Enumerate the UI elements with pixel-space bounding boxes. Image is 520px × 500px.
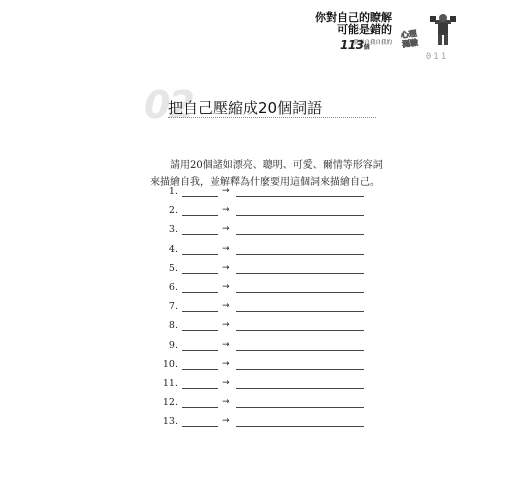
category-tag-line-2: 測驗 xyxy=(401,37,419,50)
word-list xyxy=(160,186,380,435)
book-subtitle xyxy=(280,38,392,46)
explanation-blank[interactable] xyxy=(236,426,364,427)
arrow-icon: → xyxy=(222,224,230,235)
explanation-blank[interactable] xyxy=(236,234,364,235)
book-subtitle-text: 覺察自我自我的 xyxy=(353,40,392,46)
arrow-icon: → xyxy=(222,186,230,196)
arrow-icon: → xyxy=(222,416,230,427)
figure-icon xyxy=(430,12,456,46)
list-item xyxy=(160,224,380,243)
list-item xyxy=(160,301,380,320)
intro-paragraph: 請用20個諸如漂亮、聰明、可愛、爾情等形容詞來描繪自我，並解釋為什麼要用這個詞來描繪自己。 xyxy=(150,160,383,188)
word-blank[interactable] xyxy=(182,254,218,255)
arrow-icon: → xyxy=(222,205,230,216)
list-item xyxy=(160,359,380,378)
word-blank[interactable] xyxy=(182,292,218,293)
section-number: 02 xyxy=(144,83,193,127)
word-blank[interactable] xyxy=(182,196,218,197)
explanation-blank[interactable] xyxy=(236,350,364,351)
book-count xyxy=(340,38,369,52)
arrow-icon: → xyxy=(222,377,230,388)
word-blank[interactable] xyxy=(182,215,218,216)
list-item xyxy=(160,320,380,339)
item-number: 13. xyxy=(162,416,178,428)
arrow-icon: → xyxy=(222,262,230,273)
arrow-icon: → xyxy=(222,281,230,292)
explanation-blank[interactable] xyxy=(236,388,364,389)
arrow-icon: → xyxy=(222,358,230,369)
book-title-line-2: 可能是錯的 xyxy=(337,23,392,36)
explanation-blank[interactable] xyxy=(236,215,364,216)
section-divider xyxy=(168,117,376,118)
arrow-icon: → xyxy=(222,339,230,350)
word-blank[interactable] xyxy=(182,407,218,408)
page-header xyxy=(280,12,510,62)
list-item xyxy=(160,340,380,359)
book-title-line-1: 你對自己的瞭解 xyxy=(315,11,392,24)
explanation-blank[interactable] xyxy=(236,311,364,312)
item-number: 12. xyxy=(162,397,178,409)
word-blank[interactable] xyxy=(182,234,218,235)
word-blank[interactable] xyxy=(182,426,218,427)
list-item xyxy=(160,282,380,301)
list-item xyxy=(160,186,380,205)
section-title: 把自己壓縮成20個詞語 xyxy=(168,99,323,117)
word-blank[interactable] xyxy=(182,330,218,331)
word-blank[interactable] xyxy=(182,273,218,274)
explanation-blank[interactable] xyxy=(236,369,364,370)
book-count-suffix: 個 xyxy=(363,44,370,51)
list-item xyxy=(160,244,380,263)
item-number: 1. xyxy=(168,186,178,197)
item-number: 6. xyxy=(168,281,178,293)
word-blank[interactable] xyxy=(182,388,218,389)
list-item xyxy=(160,378,380,397)
item-number: 10. xyxy=(162,358,178,370)
list-item xyxy=(160,205,380,224)
list-item xyxy=(160,397,380,416)
item-number: 3. xyxy=(168,224,178,236)
item-number: 9. xyxy=(168,339,178,351)
page-number: 011 xyxy=(425,52,449,62)
item-number: 5. xyxy=(168,262,178,274)
explanation-blank[interactable] xyxy=(236,330,364,331)
arrow-icon: → xyxy=(222,243,230,254)
arrow-icon: → xyxy=(222,301,230,312)
item-number: 2. xyxy=(168,205,178,217)
word-blank[interactable] xyxy=(182,350,218,351)
list-item xyxy=(160,416,380,435)
item-number: 8. xyxy=(168,320,178,332)
arrow-icon: → xyxy=(222,320,230,331)
explanation-blank[interactable] xyxy=(236,196,364,197)
book-title xyxy=(280,12,392,36)
word-blank[interactable] xyxy=(182,311,218,312)
list-item xyxy=(160,263,380,282)
item-number: 4. xyxy=(168,243,178,255)
item-number: 11. xyxy=(162,377,178,389)
explanation-blank[interactable] xyxy=(236,254,364,255)
word-blank[interactable] xyxy=(182,369,218,370)
explanation-blank[interactable] xyxy=(236,273,364,274)
explanation-blank[interactable] xyxy=(236,292,364,293)
book-count-number: 113 xyxy=(340,38,364,52)
item-number: 7. xyxy=(168,301,178,313)
arrow-icon: → xyxy=(222,397,230,408)
explanation-blank[interactable] xyxy=(236,407,364,408)
category-tag-line-1: 心理 xyxy=(400,29,418,41)
